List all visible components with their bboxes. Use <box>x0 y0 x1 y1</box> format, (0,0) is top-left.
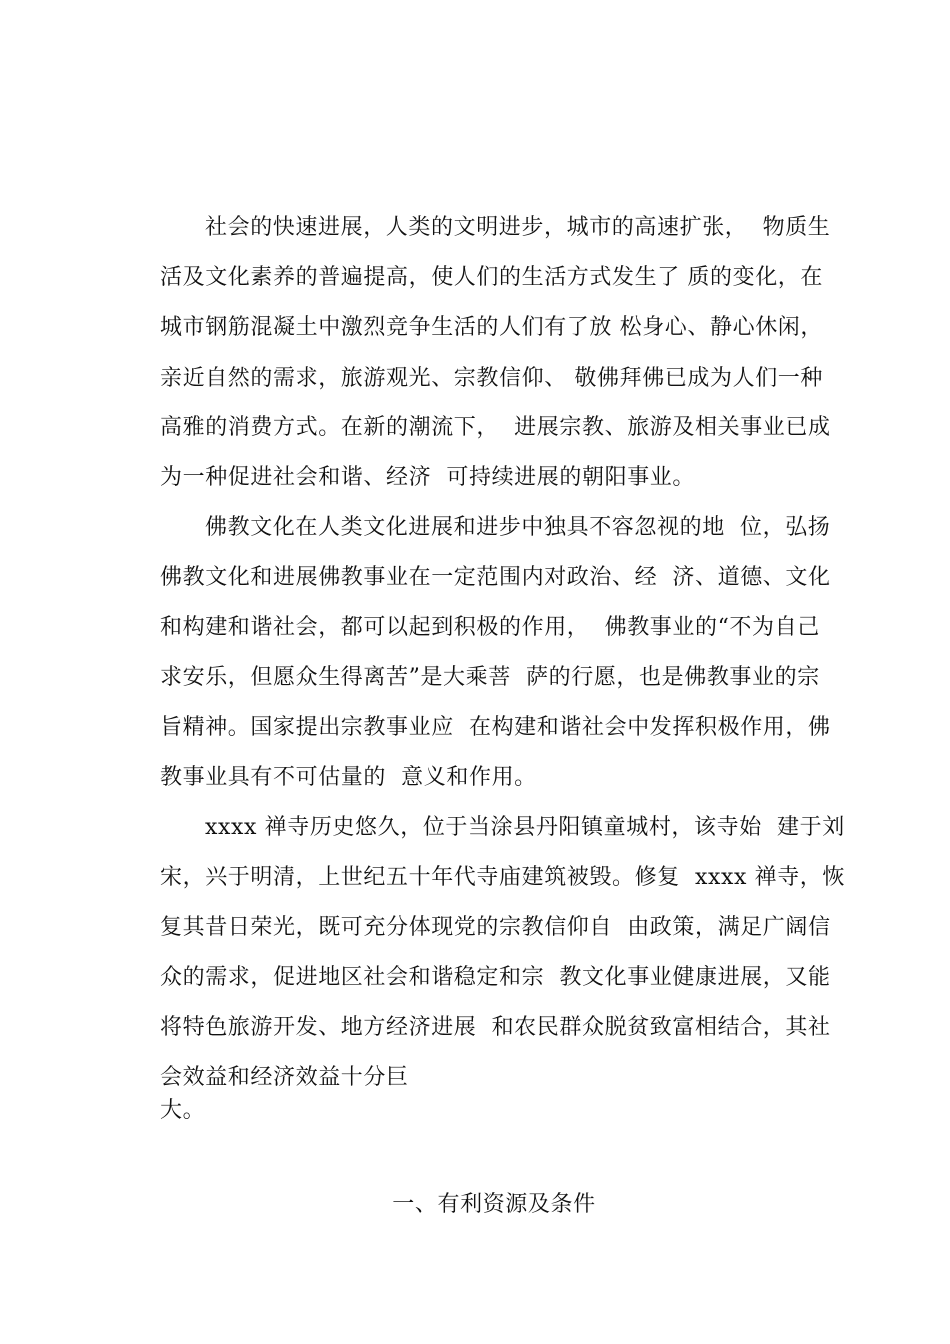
paragraph-1-line-1: 社会的快速进展，人类的文明进步，城市的高速扩张， 物质生 <box>205 215 831 240</box>
paragraph-3-line-3: 复其昔日荣光，既可充分体现党的宗教信仰自 由政策，满足广阔信 <box>160 915 831 940</box>
paragraph-1-line-3: 城市钢筋混凝土中激烈竞争生活的人们有了放 松身心、静心休闲， <box>160 315 823 340</box>
paragraph-2-line-6: 教事业具有不可估量的 意义和作用。 <box>160 765 537 790</box>
paragraph-2-line-2: 佛教文化和进展佛教事业在一定范围内对政治、经 济、道德、文化 <box>160 565 831 590</box>
paragraph-1-line-5: 高雅的消费方式。在新的潮流下， 进展宗教、旅游及相关事业已成 <box>160 415 831 440</box>
section-heading: 一、有利资源及条件 <box>392 1192 596 1217</box>
paragraph-3-line-7: 大。 <box>160 1098 206 1123</box>
paragraph-3-line-2: 宋，兴于明清，上世纪五十年代寺庙建筑被毁。修复 xxxx 禅寺，恢 <box>160 865 846 890</box>
paragraph-2-line-5: 旨精神。国家提出宗教事业应 在构建和谐社会中发挥积极作用，佛 <box>160 715 831 740</box>
paragraph-2-line-4: 求安乐，但愿众生得离苦”是大乘菩 萨的行愿，也是佛教事业的宗 <box>160 665 820 690</box>
paragraph-3-line-4: 众的需求，促进地区社会和谐稳定和宗 教文化事业健康进展，又能 <box>160 965 831 990</box>
paragraph-2-line-3: 和构建和谐社会，都可以起到积极的作用， 佛教事业的“不为自己 <box>160 615 820 640</box>
paragraph-1-line-2: 活及文化素养的普遍提高，使人们的生活方式发生了 质的变化，在 <box>160 265 823 290</box>
paragraph-3-line-6: 会效益和经济效益十分巨 <box>160 1065 409 1090</box>
paragraph-3-line-1: xxxx 禅寺历史悠久，位于当涂县丹阳镇童城村，该寺始 建于刘 <box>205 815 845 840</box>
paragraph-1-line-4: 亲近自然的需求，旅游观光、宗教信仰、 敬佛拜佛已成为人们一种 <box>160 366 823 391</box>
paragraph-1-line-6: 为一种促进社会和谐、经济 可持续进展的朝阳事业。 <box>160 465 695 490</box>
paragraph-2-line-1: 佛教文化在人类文化进展和进步中独具不容忽视的地 位，弘扬 <box>205 515 831 540</box>
paragraph-3-line-5: 将特色旅游开发、地方经济进展 和农民群众脱贫致富相结合，其社 <box>160 1015 831 1040</box>
